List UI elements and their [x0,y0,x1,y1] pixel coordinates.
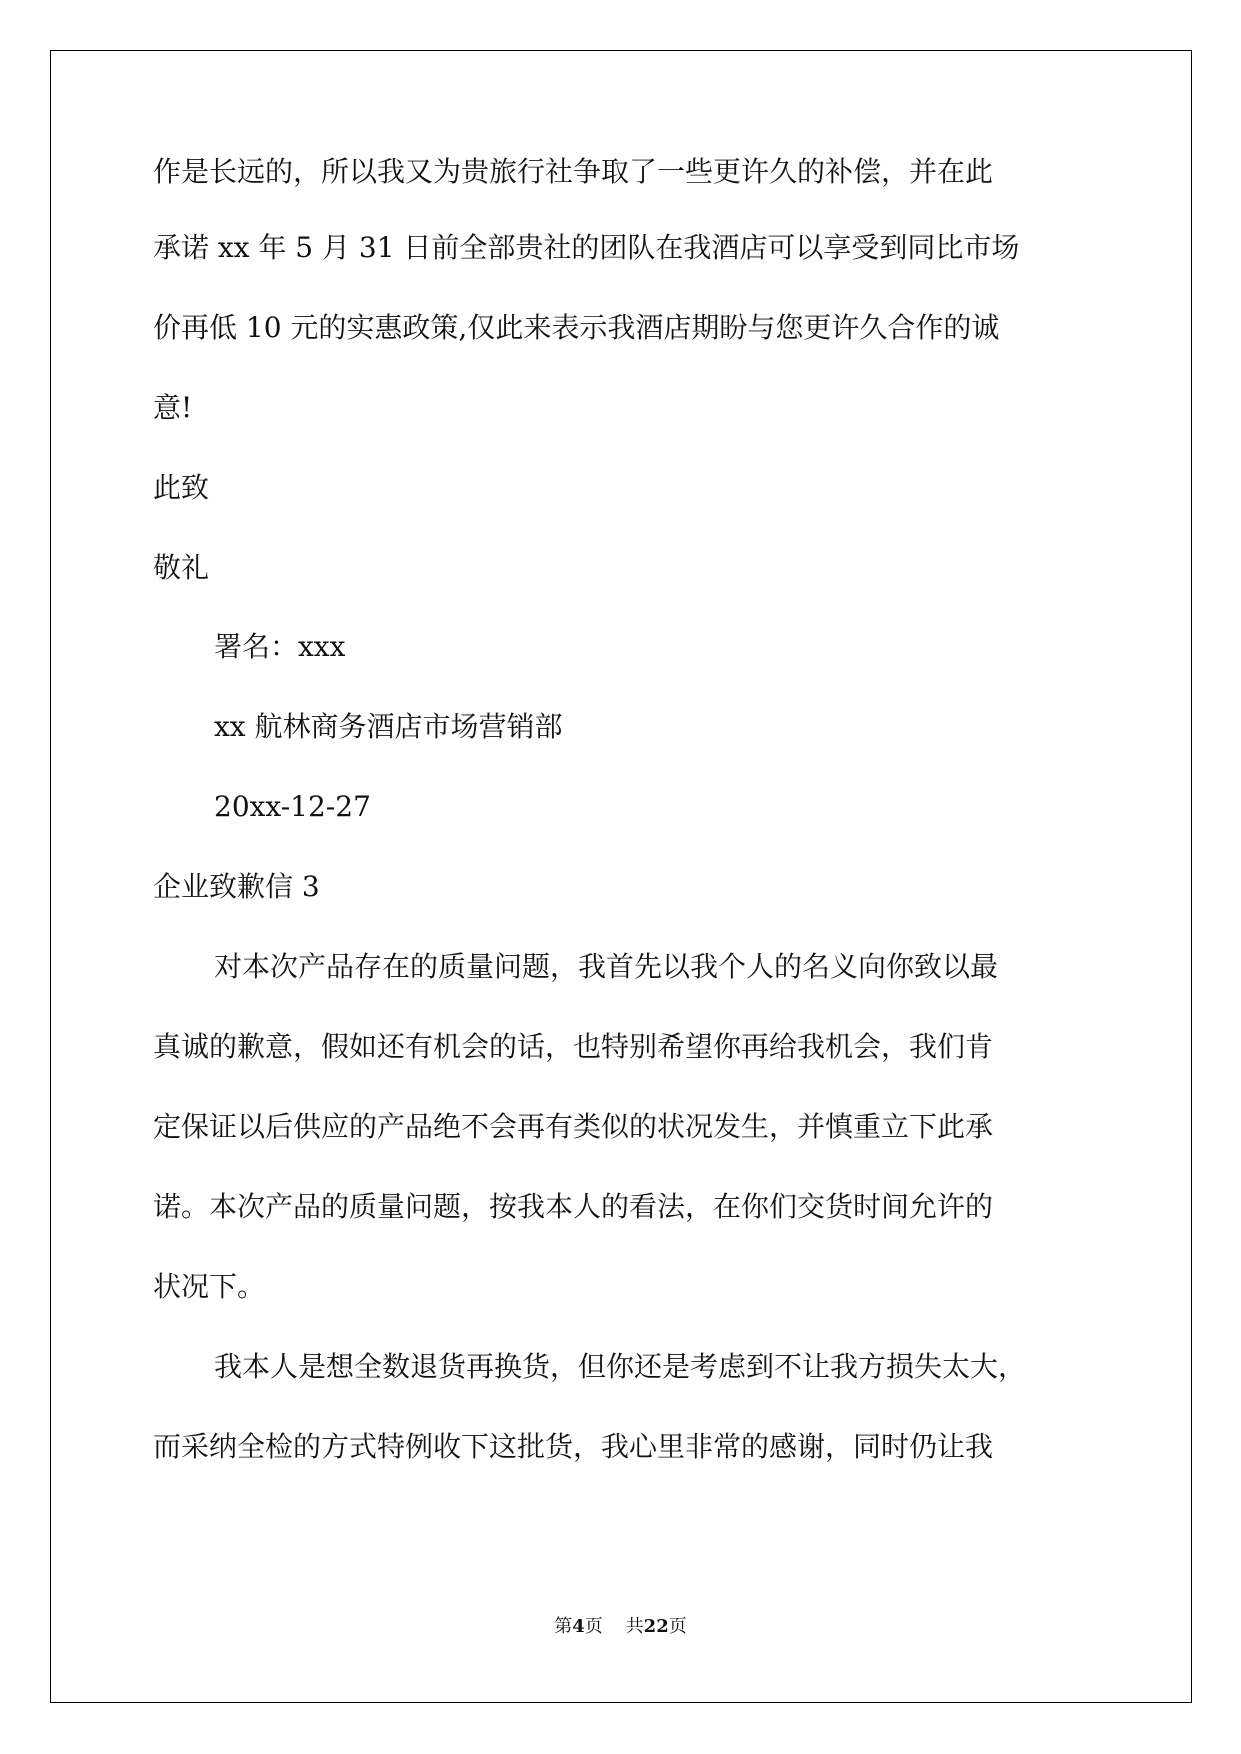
total-prefix: 共 [625,1616,644,1637]
body-line: 作是长远的，所以我又为贵旅行社争取了一些更许久的补偿，并在此 [153,155,994,188]
body-line: 定保证以后供应的产品绝不会再有类似的状况发生，并慎重立下此承 [153,1110,994,1143]
body-line: 承诺 xx 年 5 月 31 日前全部贵社的团队在我酒店可以享受到同比市场 [153,231,1020,264]
letter-date: 20xx-12-27 [214,790,371,823]
body-line: 意! [153,391,193,424]
page-number: 4 [572,1616,585,1637]
body-line: 对本次产品存在的质量问题，我首先以我个人的名义向你致以最 [214,950,999,983]
body-line: 状况下。 [153,1270,266,1303]
department: xx 航林商务酒店市场营销部 [214,710,563,743]
signature: 署名：xxx [214,630,346,663]
body-line: 而采纳全检的方式特例收下这批货，我心里非常的感谢，同时仍让我 [153,1430,994,1463]
page-suffix: 页 [584,1616,603,1637]
body-line: 我本人是想全数退货再换货，但你还是考虑到不让我方损失太大， [214,1350,1027,1383]
section-title: 企业致歉信 3 [153,870,320,903]
total-suffix: 页 [668,1616,687,1637]
closing-salutation: 此致 [153,471,210,504]
body-line: 真诚的歉意，假如还有机会的话，也特别希望你再给我机会，我们肯 [153,1030,994,1063]
closing-regards: 敬礼 [153,551,210,584]
page-prefix: 第 [554,1616,573,1637]
page-footer [0,1612,1241,1638]
body-line: 诺。本次产品的质量问题，按我本人的看法，在你们交货时间允许的 [153,1190,994,1223]
body-line: 价再低 10 元的实惠政策,仅此来表示我酒店期盼与您更许久合作的诚 [153,311,1000,344]
total-pages: 22 [643,1616,669,1637]
